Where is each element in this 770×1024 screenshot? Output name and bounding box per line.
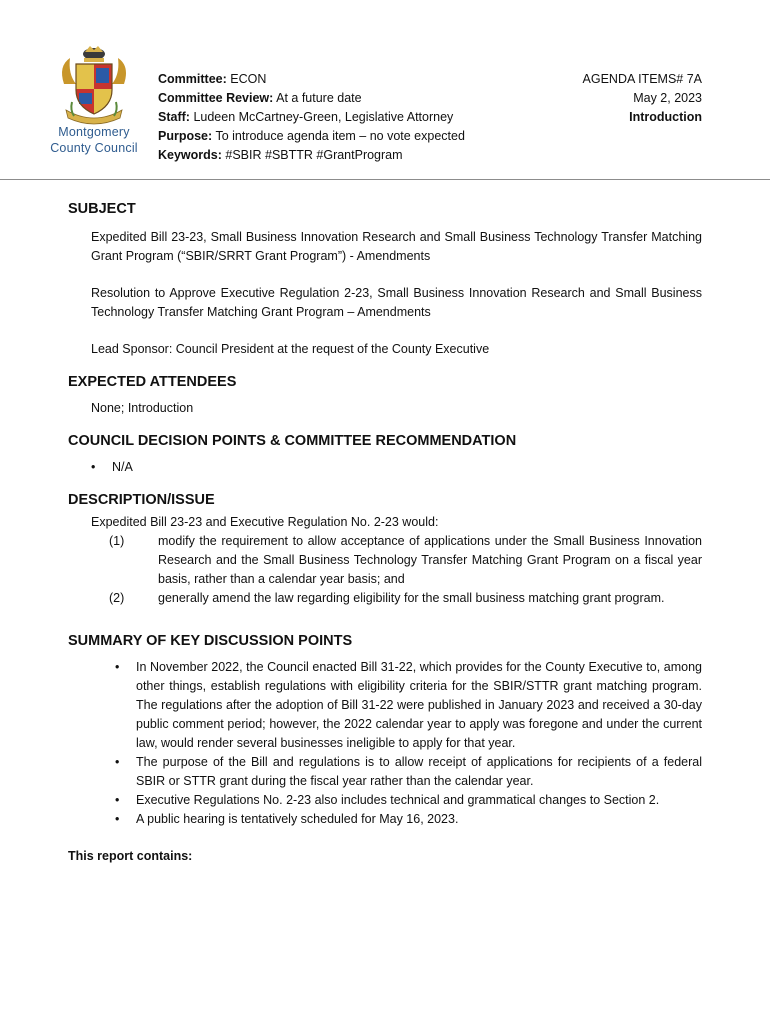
decision-list: [68, 458, 702, 477]
summary-list: [68, 658, 702, 829]
summary-heading: SUMMARY OF KEY DISCUSSION POINTS: [68, 633, 353, 649]
item-number: (2): [109, 591, 125, 605]
description-heading: DESCRIPTION/ISSUE: [68, 492, 215, 508]
staff-line: [158, 108, 465, 127]
review-line: [158, 89, 465, 108]
bullet-icon: •: [115, 793, 120, 807]
summary-item-text: Executive Regulations No. 2-23 also includes technical and grammatical changes to Section 2.: [136, 793, 660, 807]
list-item: [91, 458, 702, 477]
list-item: [115, 810, 702, 829]
staff-value: Ludeen McCartney-Green, Legislative Attorney: [193, 110, 454, 124]
subject-resolution: Resolution to Approve Executive Regulation 2-23, Small Business Innovation Research and Small Business Technology Transfer Matching Grant Program – Amendments: [91, 286, 702, 319]
item-text: modify the requirement to allow acceptance of applications under the Small Business Innovation Research and the Small Business Technology Transfer Matching Grant Program on a fiscal year basis, rather than a calendar year basis; and: [158, 534, 702, 586]
item-number: (1): [109, 534, 125, 548]
bullet-icon: •: [115, 812, 120, 826]
subject-bill: Expedited Bill 23-23, Small Business Innovation Research and Small Business Technology Transfer Matching Grant Program (“SBIR/SRRT Grant Program”) - Amendments: [91, 230, 702, 263]
attendees-text: None; Introduction: [91, 401, 194, 415]
header-divider: [0, 179, 770, 180]
agenda-type: Introduction: [629, 110, 702, 124]
document-header: [0, 0, 770, 180]
purpose-label: Purpose:: [158, 129, 213, 143]
bullet-icon: •: [115, 755, 120, 769]
summary-item-text: A public hearing is tentatively scheduled for May 16, 2023.: [136, 812, 459, 826]
report-contains-label: This report contains:: [68, 849, 193, 863]
description-list: [68, 532, 702, 608]
keywords-line: [158, 146, 465, 165]
attendees-heading: EXPECTED ATTENDEES: [68, 374, 237, 390]
org-name-line2: County Council: [50, 141, 138, 155]
subject-heading: SUBJECT: [68, 201, 136, 217]
subject-sponsor: Lead Sponsor: Council President at the request of the County Executive: [91, 342, 490, 356]
agenda-items: AGENDA ITEMS# 7A: [582, 72, 702, 86]
org-name-line1: Montgomery: [58, 125, 130, 139]
summary-item-text: The purpose of the Bill and regulations is to allow receipt of applications for recipients of a federal SBIR or STTR grant during the fiscal year rather than the calendar year.: [136, 755, 702, 788]
purpose-line: [158, 127, 465, 146]
agenda-date: May 2, 2023: [633, 91, 702, 105]
council-name: [44, 124, 144, 156]
document-body: [68, 198, 702, 866]
bullet-icon: •: [115, 660, 120, 674]
review-label: Committee Review:: [158, 91, 274, 105]
county-seal-icon: [54, 44, 134, 126]
description-intro: Expedited Bill 23-23 and Executive Regulation No. 2-23 would:: [91, 515, 439, 529]
list-item: [91, 532, 702, 589]
decision-item-text: N/A: [112, 460, 133, 474]
list-item: [91, 589, 702, 608]
list-item: [115, 658, 702, 753]
committee-line: [158, 70, 465, 89]
bullet-icon: •: [91, 460, 96, 474]
decision-heading: COUNCIL DECISION POINTS & COMMITTEE RECOMMENDATION: [68, 433, 517, 449]
list-item: [115, 753, 702, 791]
agenda-meta: [583, 70, 702, 127]
staff-label: Staff:: [158, 110, 190, 124]
committee-label: Committee:: [158, 72, 227, 86]
keywords-value: #SBIR #SBTTR #GrantProgram: [225, 148, 403, 162]
council-logo: [44, 44, 144, 156]
committee-value: ECON: [230, 72, 267, 86]
purpose-value: To introduce agenda item – no vote expected: [215, 129, 465, 143]
item-text: generally amend the law regarding eligibility for the small business matching grant program.: [158, 591, 665, 605]
committee-meta: [158, 70, 465, 165]
summary-item-text: In November 2022, the Council enacted Bill 31-22, which provides for the County Executive to, among other things, establish regulations with eligibility criteria for the SBIR/STTR grant matching program. The regulations after the adoption of Bill 31-22 were published in January 2023 and received a 30-day public comment period; however, the 2022 calendar year to apply was foregone and under the current law, would render several businesses ineligible to apply for that year.: [136, 660, 702, 750]
review-value: At a future date: [276, 91, 362, 105]
list-item: [115, 791, 702, 810]
keywords-label: Keywords:: [158, 148, 222, 162]
